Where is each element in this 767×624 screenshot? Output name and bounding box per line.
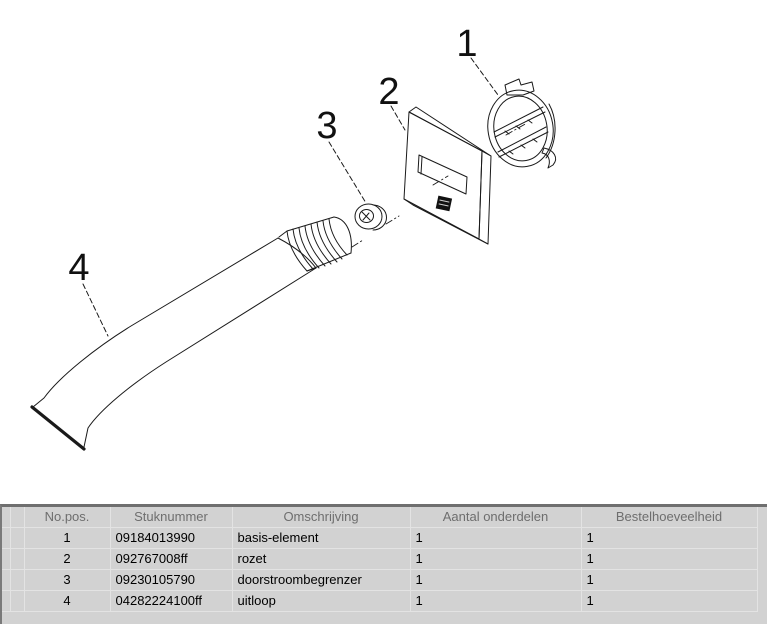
cell-omschrijving: rozet (232, 548, 410, 569)
table-row-3[interactable] (2, 569, 757, 590)
parts-table-header-row (2, 507, 757, 527)
cell-stuknummer: 04282224100ff (110, 590, 232, 611)
cell-pos: 2 (24, 548, 110, 569)
part-3-flow-restrictor-drawing (355, 204, 387, 230)
callout-number-2: 2 (378, 71, 400, 113)
cell-aantal: 1 (410, 548, 581, 569)
cell-bestel: 1 (581, 527, 757, 548)
cell-bestel: 1 (581, 590, 757, 611)
row-selector-cell (10, 507, 24, 527)
col-header-omschrijving: Omschrijving (232, 507, 410, 527)
cell-pos: 4 (24, 590, 110, 611)
col-header-stuknummer: Stuknummer (110, 507, 232, 527)
callout-number-4: 4 (68, 247, 90, 289)
cell-omschrijving: uitloop (232, 590, 410, 611)
cell-stuknummer: 09230105790 (110, 569, 232, 590)
cell-bestel: 1 (581, 569, 757, 590)
parts-table-panel (0, 504, 767, 624)
table-row-4[interactable] (2, 590, 757, 611)
table-row-2[interactable] (2, 548, 757, 569)
cell-bestel: 1 (581, 548, 757, 569)
col-header-bestelhoeveelheid: Bestelhoeveelheid (581, 507, 757, 527)
row-margin-cell (2, 507, 10, 527)
cell-aantal: 1 (410, 527, 581, 548)
cell-omschrijving: doorstroombegrenzer (232, 569, 410, 590)
brand-logo-mark (436, 196, 452, 212)
leader-line-3 (329, 142, 366, 203)
cell-omschrijving: basis-element (232, 527, 410, 548)
cell-pos: 3 (24, 569, 110, 590)
part-2-escutcheon-plate-drawing (404, 107, 491, 244)
callout-number-3: 3 (316, 105, 338, 147)
cell-aantal: 1 (410, 569, 581, 590)
parts-table (2, 507, 758, 612)
leader-line-4 (83, 284, 108, 336)
cell-aantal: 1 (410, 590, 581, 611)
part-1-mounting-ring-drawing (482, 79, 559, 172)
assembly-axis-centerline (352, 123, 527, 247)
cell-pos: 1 (24, 527, 110, 548)
cell-stuknummer: 092767008ff (110, 548, 232, 569)
table-row-1[interactable] (2, 527, 757, 548)
col-header-aantal-onderdelen: Aantal onderdelen (410, 507, 581, 527)
cell-stuknummer: 09184013990 (110, 527, 232, 548)
col-header-no-pos: No.pos. (24, 507, 110, 527)
callout-number-1: 1 (456, 23, 478, 65)
